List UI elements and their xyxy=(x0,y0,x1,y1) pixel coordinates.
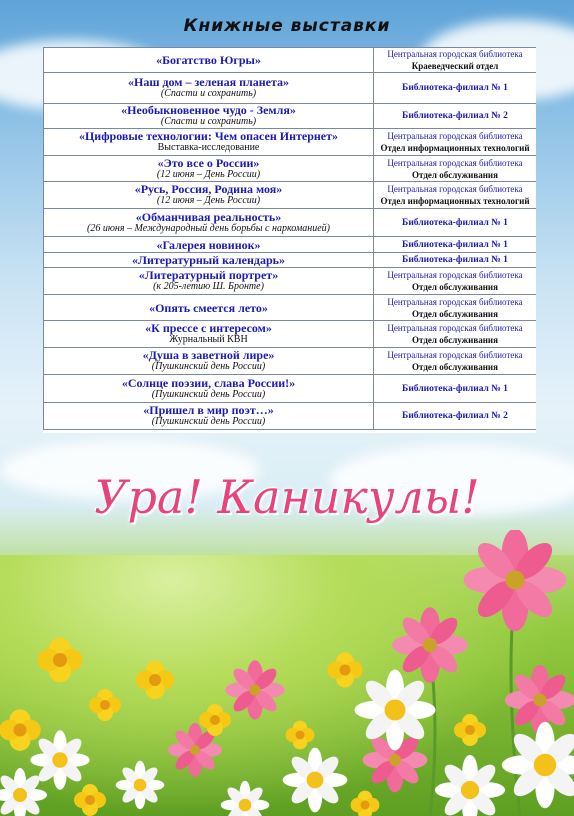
library-name: Центральная городская библиотека xyxy=(387,296,523,307)
exhibition-subtitle: (12 июня – День России) xyxy=(156,168,261,180)
exhibition-name: «Русь, Россия, Родина моя» xyxy=(134,182,283,196)
exhibition-subtitle: (Спасти и сохранить) xyxy=(160,116,257,127)
library-name: Центральная городская библиотека xyxy=(387,350,523,360)
branch-library: Библиотека-филиал № 1 xyxy=(402,217,508,228)
table-row xyxy=(44,237,537,253)
location-cell xyxy=(374,321,537,348)
branch-library: Библиотека-филиал № 1 xyxy=(402,255,508,265)
table-row xyxy=(44,403,537,430)
library-name: Центральная городская библиотека xyxy=(387,131,523,141)
exhibition-subtitle: (12 июня – День России) xyxy=(156,195,261,206)
location-cell xyxy=(374,104,537,129)
library-department: Отдел обслуживания xyxy=(412,169,498,180)
exhibition-subtitle: Журнальный КВН xyxy=(169,334,248,345)
library-department: Краеведческий отдел xyxy=(411,61,499,71)
location-cell xyxy=(374,182,537,209)
library-department: Отдел обслуживания xyxy=(412,335,498,345)
exhibition-cell xyxy=(44,253,374,268)
exhibition-name: «Богатство Югры» xyxy=(156,53,261,67)
exhibition-name: «Цифровые технологии: Чем опасен Интернет» xyxy=(78,129,339,143)
table-row xyxy=(44,321,537,348)
exhibition-name: «К прессе с интересом» xyxy=(145,321,272,335)
table-row xyxy=(44,209,537,237)
exhibition-subtitle: (к 205-летию Ш. Бронте) xyxy=(153,281,264,292)
location-cell xyxy=(374,403,537,430)
exhibition-name: «Пришел в мир поэт…» xyxy=(143,403,274,417)
location-cell xyxy=(374,209,537,237)
location-cell xyxy=(374,156,537,182)
exhibition-cell xyxy=(44,321,374,348)
table-row xyxy=(44,253,537,268)
exhibition-name: «Обманчивая реальность» xyxy=(135,209,282,224)
exhibition-subtitle: (Пушкинский день России) xyxy=(151,388,266,400)
table-row xyxy=(44,129,537,156)
exhibition-name: «Литературный портрет» xyxy=(138,268,279,282)
location-cell xyxy=(374,237,537,253)
exhibition-cell xyxy=(44,403,374,430)
exhibition-cell xyxy=(44,268,374,295)
location-cell xyxy=(374,375,537,403)
branch-library: Библиотека-филиал № 1 xyxy=(402,83,508,93)
library-name: Центральная городская библиотека xyxy=(387,184,523,194)
table-row xyxy=(44,375,537,403)
exhibition-name: «Душа в заветной лире» xyxy=(142,348,275,362)
exhibition-name: «Необыкновенное чудо - Земля» xyxy=(121,103,296,117)
location-cell xyxy=(374,348,537,375)
library-department: Отдел обслуживания xyxy=(412,308,498,319)
location-cell xyxy=(374,253,537,268)
exhibition-cell xyxy=(44,156,374,182)
exhibition-cell xyxy=(44,104,374,129)
exhibition-name: «Солнце поэзии, слава России!» xyxy=(121,375,296,390)
exhibitions-table xyxy=(43,47,536,433)
table-row xyxy=(44,182,537,209)
table-row xyxy=(44,73,537,104)
exhibition-name: «Наш дом – зеленая планета» xyxy=(127,75,290,89)
exhibition-cell xyxy=(44,209,374,237)
exhibition-name: «Литературный календарь» xyxy=(132,253,285,267)
location-cell xyxy=(374,48,537,73)
exhibition-cell xyxy=(44,182,374,209)
branch-library: Библиотека-филиал № 2 xyxy=(402,411,508,421)
exhibition-cell xyxy=(44,295,374,321)
exhibition-name: «Это все о России» xyxy=(157,155,260,170)
table-row xyxy=(44,295,537,321)
location-cell xyxy=(374,73,537,104)
table-row xyxy=(44,268,537,295)
exhibition-subtitle: Выставка-исследование xyxy=(157,142,260,153)
table-row xyxy=(44,348,537,375)
branch-library: Библиотека-филиал № 1 xyxy=(402,239,508,250)
slogan: Ура! Каникулы! xyxy=(94,470,480,524)
table-row xyxy=(44,48,537,73)
library-department: Отдел информационных технологий xyxy=(380,143,530,153)
library-department: Отдел обслуживания xyxy=(412,362,498,372)
library-name: Центральная городская библиотека xyxy=(387,323,523,333)
library-name: Центральная городская библиотека xyxy=(387,157,523,168)
library-department: Отдел обслуживания xyxy=(412,282,498,292)
library-department: Отдел информационных технологий xyxy=(380,196,530,206)
table-row xyxy=(44,156,537,182)
exhibition-cell xyxy=(44,375,374,403)
location-cell xyxy=(374,129,537,156)
exhibition-subtitle: (Спасти и сохранить) xyxy=(160,88,257,99)
exhibition-subtitle: (Пушкинский день России) xyxy=(151,416,266,427)
library-name: Центральная городская библиотека xyxy=(387,270,523,280)
exhibition-subtitle: (26 июня – Международный день борьбы с наркоманией) xyxy=(87,222,330,234)
location-cell xyxy=(374,295,537,321)
table-row xyxy=(44,104,537,129)
library-name: Центральная городская библиотека xyxy=(387,49,523,59)
exhibition-cell xyxy=(44,348,374,375)
exhibition-cell xyxy=(44,73,374,104)
exhibition-subtitle: (Пушкинский день России) xyxy=(151,361,266,372)
location-cell xyxy=(374,268,537,295)
exhibition-cell xyxy=(44,129,374,156)
exhibition-cell xyxy=(44,48,374,73)
exhibition-name: «Опять смеется лето» xyxy=(149,300,268,315)
exhibition-name: «Галерея новинок» xyxy=(156,237,261,252)
branch-library: Библиотека-филиал № 2 xyxy=(402,111,508,121)
page-title: Книжные выставки xyxy=(183,16,391,36)
branch-library: Библиотека-филиал № 1 xyxy=(402,383,508,394)
flowers-decoration xyxy=(0,530,574,816)
exhibition-cell xyxy=(44,237,374,253)
